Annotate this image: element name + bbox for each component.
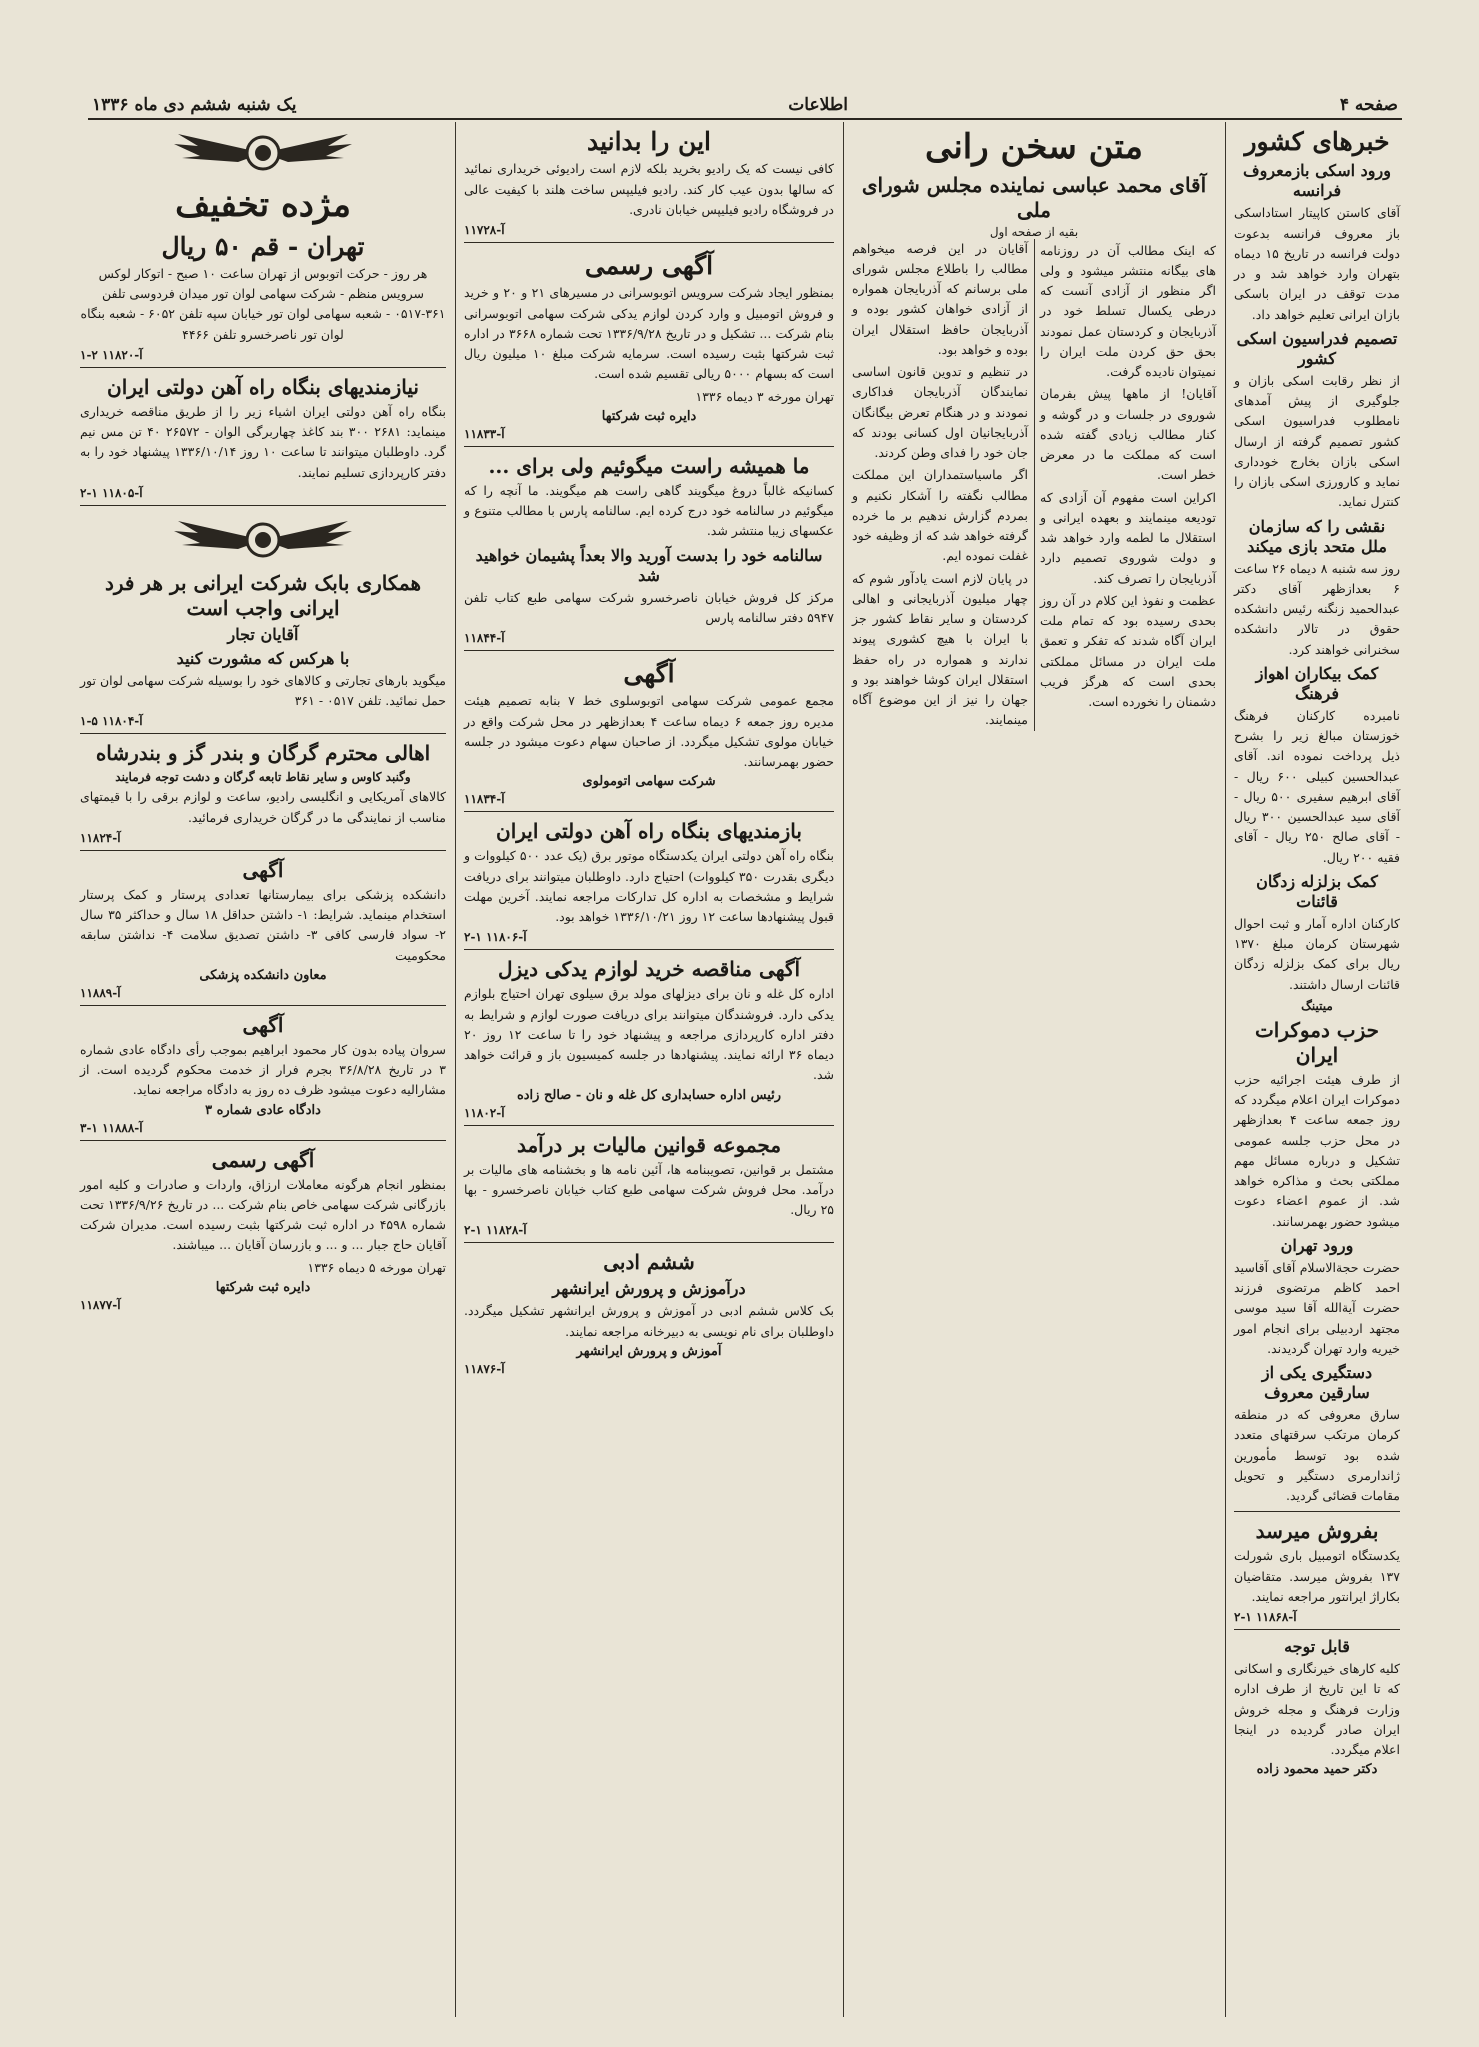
paragraph: آقایان در این فرصه میخواهم مطالب را باطلاع مجلس شورای ملی برسانم که آذربایجان همواره از آزادی خواهان کشور بوده و آذربایجان حافظ استقلال ایران بوده و خواهد بود. <box>852 240 1028 357</box>
masthead <box>88 92 1402 120</box>
headline: ورود تهران <box>1280 1235 1354 1255</box>
railway-ad <box>464 811 834 944</box>
yearbook-ad <box>464 446 834 645</box>
ad-reference: ۱-۲ آ-۱۱۸۲۰ <box>80 347 143 362</box>
ad-text: میگوید بارهای تجارتی و کالاهای خود را بوسیله شرکت سهامی لوان تور حمل نمائید. تلفن ۰۵۱۷ - ۳۶۱ <box>80 672 446 708</box>
ad-reference: آ-۱۱۸۴۴ <box>464 631 505 645</box>
headline: مجموعه قوانین مالیات بر درآمد <box>516 1132 782 1157</box>
column-speech <box>846 122 1222 2022</box>
ad-reference: آ-۱۱۸۸۹ <box>80 985 121 1000</box>
issue-date: یک شنبه ششم دی ماه ۱۳۳۶ <box>92 95 297 115</box>
notice-text: بمنظور انجام هرگونه معاملات ارزاق، واردات و صادرات و کلیه امور بازرگانی شرکت سهامی خاص بنام شرکت ... در تاریخ ۱۳۳۶/۹/۲۶ تحت شماره ۴۵۹۸ در اداره ثبت شرکتها بثبت رسیده است. مدیران شرکت آقایان حاج جبار ... و ... و بازرسان آقایان ... میباشند. <box>80 1176 446 1253</box>
ad-text: کسانیکه غالباً دروغ میگویند گاهی راست هم میگویند. ما آنچه را که میگوئیم در سالنامه خود درج کرده ایم. سالنامه پارس با مطالب متنوع و عکسهای زیبا منتشر شد. <box>464 482 834 539</box>
notice-date: تهران مورخه ۵ دیماه ۱۳۳۶ <box>307 1259 446 1275</box>
paragraph: اکراین است مفهوم آن آزادی که تودیعه مینمایند و بعهده ایرانی و استقلال ما لطمه وارد خواهد شد و دولت شوروی تصمیم دارد آذربایجان را تصرف کند. <box>1040 489 1216 586</box>
ad-reference: آ-۱۱۸۷۶ <box>464 1361 505 1376</box>
paragraph: آقایان! از ماهها پیش بفرمان شوروی در جلسات و در گوشه و کنار مطالب زیادی گفته شده است که مملکت ما در معرض خطر است. <box>1040 386 1216 483</box>
ad-text: بک کلاس ششم ادبی در آموزش و پرورش ایرانشهر تشکیل میگردد. داوطلبان برای نام نویسی به دبیرخانه مراجعه نمایند. <box>464 1303 834 1339</box>
notice-date: تهران مورخه ۳ دیماه ۱۳۳۶ <box>695 388 834 404</box>
notice <box>80 1005 446 1135</box>
classified-ad <box>1234 1511 1400 1624</box>
article-title: متن سخن رانی <box>924 127 1143 167</box>
ad-text: بنگاه راه آهن دولتی ایران اشیاء زیر را از طریق مناقصه خریداری مینماید: ۲۶۸۱ ۳۰۰ بند کاغذ چهاربرگی الوان - ۲۶۵۷۲ ۴۰ تن مس نیم گرد. داوطلبان میتوانند تا ساعت ۱۰ روز ۱۳۳۶/۱۰/۱۴ پیشنهاد خود را به دفتر کارپردازی تسلیم نمایند. <box>80 403 446 480</box>
signature: شرکت سهامی اتومولوی <box>582 774 716 790</box>
notice-text: بمنظور ایجاد شرکت سرویس اتوبوسرانی در مسیرهای ۲۱ و ۲۰ و خرید و فروش اتومبیل و وارد کردن لوازم یدکی شرکت سهامی اتوبوسرانی بنام شرکت ... تشکیل و در تاریخ ۱۳۳۶/۹/۲۸ تحت شماره ۳۶۶۸ در اداره ثبت شرکتها بثبت رسیده است. سرمایه شرکت مبلغ ۱۰ میلیون ریال است که بسهام ۵۰۰۰ ریالی تقسیم شده است. <box>464 285 834 382</box>
page-number: صفحه ۴ <box>1339 95 1398 115</box>
headline: آگهی رسمی <box>584 251 714 280</box>
paragraph: در تنظیم و تدوین قانون اساسی نمایندگان آذربایجان فداکاری نمودند و در هنگام تعرض بیگانگان آذربایجانیان اول کسانی بودند که جان خود را فدای وطن کردند. <box>852 364 1028 460</box>
signature: دکتر حمید محمود زاده <box>1256 1762 1378 1778</box>
section-title: خبرهای کشور <box>1244 127 1390 156</box>
ad-reference: ۲-۱ آ-۱۱۸۰۶ <box>464 930 527 945</box>
ad-reference: ۳-۱ آ-۱۱۸۸۸ <box>80 1120 143 1135</box>
column-national-news <box>1228 122 1406 2022</box>
signature: دایره ثبت شرکتها <box>601 408 697 424</box>
headline: همکاری بابک شرکت ایرانی بر هر فرد ایرانی واجب است <box>104 570 422 620</box>
airline-wings-logo <box>168 513 358 567</box>
paragraph: اگر ماسیاستمداران این مملکت مطالب نگفته را آشکار نکنیم و بمردم گزارش ندهیم بر ما خرده گرفته خواهد شد که از وظیفه خود غفلت نموده ایم. <box>852 467 1028 564</box>
headline: ششم ادبی <box>603 1250 695 1275</box>
ad-reference: آ-۱۱۸۳۳ <box>464 426 505 441</box>
column-rule <box>843 122 844 2017</box>
column-rule <box>455 122 456 2017</box>
headline: قابل توجه <box>1284 1637 1350 1656</box>
headline: نیازمندیهای بنگاه راه آهن دولتی ایران <box>107 374 419 399</box>
paragraph: عظمت و نفوذ این کلام در آن روز بحدی رسیده بود که تمام ملت ایران آگاه شدند که تفکر و تعمق ملت ایران در مسائل مملکتی بحدی است که هرگز فریب دشمنان را نخورده است. <box>1040 592 1216 709</box>
notice-text: کلیه کارهای خیرنگاری و اسکانی که تا این تاریخ از طرف اداره وزارت فرهنگ و مجله خروش ایران صادر گردیده در اینجا اعلام میگردد. <box>1234 1661 1400 1757</box>
ad-reference: ۱-۵ آ-۱۱۸۰۴ <box>80 714 143 729</box>
ad-reference: ۲-۱ آ-۱۱۸۰۵ <box>80 485 143 500</box>
paper-name: اطلاعات <box>788 95 849 115</box>
column-ads-center <box>458 122 840 2022</box>
subheadline: درآموزش و پرورش ایرانشهر <box>552 1279 746 1299</box>
official-notice <box>464 242 834 441</box>
paragraph: در پایان لازم است یادآور شوم که چهار میلیون آذربایجانی و اهالی کردستان و سایر نقاط کشور جز با ایران با هیچ کشوری پیوند ندارند و همواره در راه حفظ استقلال ایران کوشا خواهند بود و جهان را نیز از این موضوع آگاه مینمایند. <box>852 570 1028 728</box>
notice <box>464 650 834 806</box>
column-rule <box>1225 122 1226 2017</box>
notice-text: مجمع عمومی شرکت سهامی اتوبوسلوی خط ۷ بنابه تصمیم هیئت مدیره روز جمعه ۶ دیماه ساعت ۴ بعدازظهر در محل شرکت واقع در خیابان مولوی تشکیل میگردد. از صاحبان سهام دعوت میشود در جلسه حضور بهمرسانند. <box>464 693 834 769</box>
article-text: سارق معروفی که در منطقه کرمان مرتکب سرقتهای متعدد شده بود توسط مأمورین ژاندارمری دستگیر و تحویل مقامات قضائی گردید. <box>1234 1407 1400 1503</box>
headline: آگهی <box>242 1012 284 1037</box>
ad-text: کافی نیست که یک رادیو بخرید بلکه لازم است رادیوئی خریداری نمائید که سالها بدون عیب کار کند. رادیو فیلیپس ساخت هلند با کیفیت عالی در فروشگاه رادیو فیلیپس خیابان نادری. <box>464 161 834 217</box>
notice-text: دانشکده پزشکی برای بیمارستانها تعدادی پرستار و کمک پرستار استخدام مینماید. شرایط: ۱- داشتن حداقل ۱۸ سال و حداکثر ۳۵ سال ۲- سواد فارسی کافی ۳- داشتن تصدیق سلامت ۴- نداشتن سابقه محکومیت <box>80 886 446 963</box>
paragraph: که اینک مطالب آن در روزنامه های بیگانه منتشر میشود و ولی اگر منظور از آزادی آنست که درطی یکسال تسلط خود در آذربایجان و کردستان عمل نمودند بحق حق کردن ملت ایران را نمیتوان نادیده گرفت. <box>1040 242 1216 379</box>
continued-note: بقیه از صفحه اول <box>989 224 1079 239</box>
article-text: آقای کاستن کاپیتار استاداسکی باز معروف فرانسه بدعوت دولت فرانسه در تاریخ ۱۵ دیماه بتهران وارد خواهد شد و در مدت توقف در ایران باسکی بازان ایرانی تعلیم خواهد داد. <box>1234 205 1400 322</box>
headline: آگهی <box>242 857 284 882</box>
signature: معاون دانشکده پزشکی <box>199 967 327 983</box>
headline: نقشی را که سازمان ملل متحد بازی میکند <box>1247 516 1387 556</box>
article-text: نامبرده کارکنان فرهنگ خوزستان مبالغ زیر را بشرح ذیل پرداخت نموده اند. آقای عبدالحسین کبیلی ۶۰۰ ریال - آقای ابرهیم سفیری ۵۰۰ ریال - آقای سید عبدالحسین ۳۰۰ ریال - آقای صالح ۲۵۰ ریال - آقای فقیه ۲۰۰ ریال. <box>1234 707 1400 865</box>
headline: این را بدانید <box>586 127 711 156</box>
signature: دادگاه عادی شماره ۳ <box>205 1102 321 1118</box>
article-text: کارکنان اداره آمار و ثبت احوال شهرستان کرمان مبلغ ۱۳۷۰ ریال برای کمک بزلزله زدگان قائنات ارسال داشتند. <box>1234 915 1400 992</box>
subheadline: با هرکس که مشورت کنید <box>176 648 350 668</box>
headline: حزب دموکرات ایران <box>1254 1017 1380 1067</box>
book-ad <box>464 1125 834 1238</box>
signature: دایره ثبت شرکتها <box>215 1279 311 1295</box>
ad-reference: آ-۱۱۸۲۴ <box>80 830 121 845</box>
headline: بازمندیهای بنگاه راه آهن دولتی ایران <box>496 819 802 844</box>
gorgan-ad <box>80 733 446 845</box>
airline-wings-logo <box>168 126 358 180</box>
article-text: حضرت حجةالاسلام آقای آقاسید احمد کاظم مرتضوی فرزند حضرت آیةالله آقا سید موسی مجتهد اردبیلی برای انجام امور خیریه وارد تهران گردیدند. <box>1234 1259 1400 1356</box>
notice-text: سروان پیاده بدون کار محمود ابراهیم بموجب رأی دادگاه عادی شماره ۳ در تاریخ ۳۶/۸/۲۸ بجرم فرار از خدمت محکوم گردیده است. از مشارالیه دعوت میشود ظرف ده روز به دادگاه مراجعه نماید. <box>80 1041 446 1098</box>
ad-text: کالاهای آمریکایی و انگلیسی رادیو، ساعت و لوازم برقی را با قیمتهای مناسب از نمایندگی ما در گرگان خریداری فرمائید. <box>80 789 446 825</box>
headline: کمک بیکاران اهواز فرهنگ <box>1255 663 1379 703</box>
ad-text: اداره کل غله و نان برای دیزلهای مولد برق سیلوی تهران احتیاج بلوازم یدکی دارد. فروشندگان میتوانند برای دریافت صورت لوازم و شرایط به دفتر اداره کارپردازی مراجعه و پیشنهاد خود را تا ساعت ۱۲ روز ۲۰ دیماه ۳۶ ارائه نمایند. پیشنهادها در جلسه کمیسیون باز و قرائت خواهد شد. <box>464 986 835 1083</box>
article-subtitle: آقای محمد عباسی نماینده مجلس شورای ملی <box>861 172 1207 222</box>
school-ad <box>464 1242 834 1376</box>
headline: مژده تخفیف <box>175 185 351 225</box>
headline: دستگیری یکی از سارقین معروف <box>1261 1363 1373 1402</box>
ad-text: مرکز کل فروش خیابان ناصرخسرو شرکت سهامی طبع کتاب تلفن ۵۹۴۷ دفتر سالنامه پارس <box>464 589 834 625</box>
official-notice <box>80 1140 446 1312</box>
article-text: روز سه شنبه ۸ دیماه ۲۶ ساعت ۶ بعدازظهر آقای دکتر عبدالحمید زنگنه رئیس دانشکده حقوق در تالار دانشکده سخنرانی خواهند کرد. <box>1234 560 1400 657</box>
signature: رئیس اداره حسابداری کل غله و نان - صالح زاده <box>516 1087 782 1103</box>
ad-reference: آ-۱۱۸۰۲ <box>464 1105 505 1120</box>
headline: اهالی محترم گرگان و بندر گز و بندرشاه <box>95 741 431 766</box>
ad-reference: ۲-۱ آ-۱۱۸۶۸ <box>1234 1610 1297 1624</box>
headline: ما همیشه راست میگوئیم ولی برای ... <box>488 453 810 478</box>
notice <box>1234 1629 1400 1777</box>
tag: میتینگ <box>1301 998 1333 1013</box>
subheadline: سالنامه خود را بدست آورید والا بعداً پشیمان خواهید شد <box>475 545 823 585</box>
headline: آگهی <box>623 659 675 688</box>
ad-text: بنگاه راه آهن دولتی ایران یکدستگاه موتور برق (یک عدد ۵۰۰ کیلووات و دیگری بقدرت ۳۵۰ کیلووات) احتیاج دارد. داوطلبان میتوانند برای دریافت شرایط و مشخصات به اداره کل تدارکات مراجعه نمایند. آخرین مهلت قبول پیشنهادها ساعت ۱۲ روز ۱۳۳۶/۱۰/۲۱ خواهد بود. <box>464 848 835 924</box>
ad-text: هر روز - حرکت اتوبوس از تهران ساعت ۱۰ صبح - اتوکار لوکس سرویس منظم - شرکت سهامی لوان تور میدان فردوسی تلفن ۳۶۱-۰۵۱۷ - شعبه سهامی لوان تور خیابان سپه تلفن ۶۰۵۲ - شعبه بنگاه لوان تور ناصرخسرو تلفن ۴۴۶۶ <box>80 265 446 342</box>
speech-body <box>852 239 1216 731</box>
signature: آموزش و پرورش ایرانشهر <box>576 1343 722 1359</box>
headline: آگهی مناقصه خرید لوازم یدکی دیزل <box>497 957 801 982</box>
cooperation-ad <box>80 505 446 729</box>
ad-text: مشتمل بر قوانین، تصویبنامه ها، آئین نامه ها و بخشنامه های مالیات بر درآمد. محل فروش شرکت سهامی طبع کتاب خیابان ناصرخسرو - بها ۲۵ ریال. <box>464 1161 834 1217</box>
subheadline: تهران - قم ۵۰ ریال <box>161 231 365 261</box>
headline: آگهی رسمی <box>211 1147 315 1172</box>
railway-ad <box>80 367 446 500</box>
notice <box>80 850 446 1000</box>
headline: تصمیم فدراسیون اسکی کشور <box>1236 328 1398 368</box>
ad-reference: ۲-۱ آ-۱۱۸۲۸ <box>464 1223 527 1238</box>
subheadline: آقایان تجار <box>227 624 299 644</box>
article-text: از نظر رقابت اسکی بازان و جلوگیری از پیش آمدهای نامطلوب فدراسیون اسکی کشور تصمیم گرفته از ارسال اسکی بازان بخارج خودداری نماید و کارورزی اسکی بازان را کنترل نماید. <box>1234 372 1400 510</box>
ad-reference: آ-۱۱۷۲۸ <box>464 223 505 237</box>
subheadline: وگنبد کاوس و سایر نقاط تابعه گرگان و دشت توجه فرمایند <box>115 770 411 785</box>
ad-text: یکدستگاه اتومبیل باری شورلت ۱۳۷ بفروش میرسد. متقاضیان بکاراژ ایرانتور مراجعه نمایند. <box>1234 1548 1400 1604</box>
headline: ورود اسکی بازمعروف فرانسه <box>1243 161 1391 201</box>
headline: کمک بزلزله زدگان قائنات <box>1256 871 1378 911</box>
tender-ad <box>464 949 834 1119</box>
column-ads-left <box>74 122 452 2022</box>
headline: بفروش میرسد <box>1255 1519 1379 1544</box>
ad-reference: آ-۱۱۸۷۷ <box>80 1297 121 1312</box>
ad-reference: آ-۱۱۸۳۴ <box>464 792 505 807</box>
article-text: از طرف هیئت اجرائیه حزب دموکرات ایران اعلام میگردد که روز جمعه ساعت ۴ بعدازظهر در محل حزب جلسه عمومی تشکیل و درباره مسائل مهم مملکتی بحث و مذاکره خواهد شد. از عموم اعضاء دعوت میشود حضور بهمرسانند. <box>1234 1071 1400 1229</box>
